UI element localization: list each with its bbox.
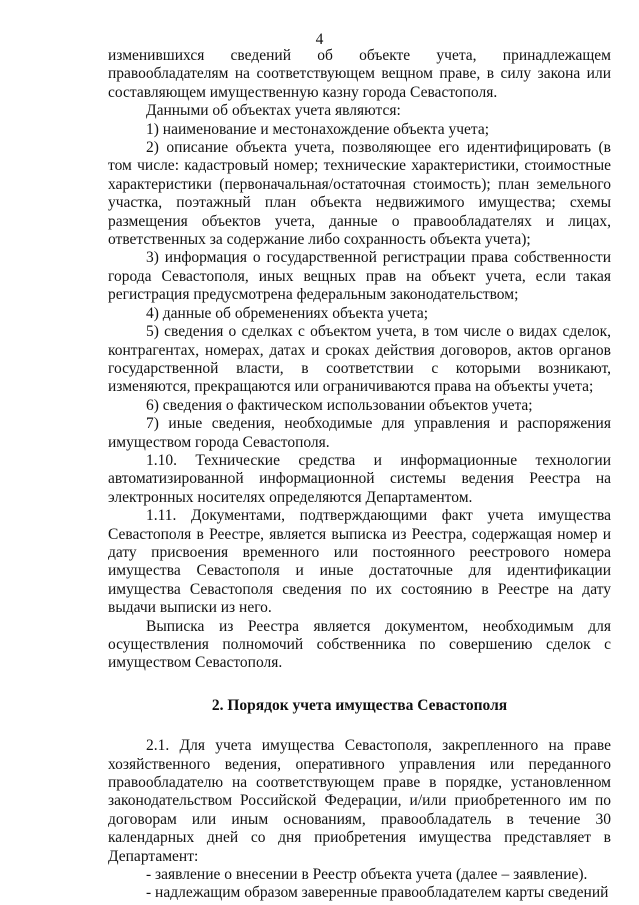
list-item-5: 5) сведения о сделках с объектом учета, в том числе о видах сделок, контрагентах, номерах, датах и сроках действия договоров, актов органов государственной власти, в соответствии с которыми возникают, изменяются, прекращаются или ограничиваются права на объекты учета; [108,323,611,396]
page-number: 4 [315,31,324,48]
paragraph-extract: Выписка из Реестра является документом, необходимым для осуществления полномочий собственника по совершению сделок с имуществом Севастополя. [108,617,611,672]
list-item-6: 6) сведения о фактическом использовании объектов учета; [146,396,533,414]
paragraph-1-10: 1.10. Технические средства и информационные технологии автоматизированной информационной системы ведения Реестра на электронных носителях определяются Департаментом. [108,451,611,506]
document-body [108,47,611,903]
list-item-4: 4) данные об обременениях объекта учета; [146,304,429,322]
list-item-application: - заявление о внесении в Реестр объекта учета (далее – заявление). [146,866,588,884]
list-item-3: 3) информация о государственной регистрации права собственности города Севастополя, иных вещных прав на объект учета, если такая регистрация предусмотрена федеральным законодательством; [108,249,611,304]
paragraph-data-intro: Данными об объектах учета являются: [146,102,401,120]
list-item-cards: - надлежащим образом заверенные правообладателем карты сведений [146,884,609,902]
paragraph-2-1: 2.1. Для учета имущества Севастополя, закрепленного на праве хозяйственного ведения, оперативного управления или переданного правообладателю на соответствующем праве в порядке, установленном законодательством Российской Федерации, и/или приобретенного им по договорам или иным основаниям, правообладатель в течение 30 календарных дней со дня приобретения имущества представляет в Департамент: [108,737,611,865]
paragraph-continuation: изменившихся сведений об объекте учета, принадлежащем правообладателям на соответствующем вещном праве, в силу закона или составляющем имущественную казну города Севастополя. [108,47,611,101]
section-heading: 2. Порядок учета имущества Севастополя [211,696,508,714]
list-item-2: 2) описание объекта учета, позволяющее его идентифицировать (в том числе: кадастровый номер; технические характеристики, стоимостные характеристики (первоначальная/остаточная стоимость); план земельного участка, поэтажный план объекта недвижимого имущества; схемы размещения объектов учета, данные о правообладателях и лицах, ответственных за содержание либо сохранность объекта учета); [108,139,611,249]
list-item-7: 7) иные сведения, необходимые для управления и распоряжения имуществом города Севастополя. [108,415,611,451]
paragraph-1-11: 1.11. Документами, подтверждающими факт учета имущества Севастополя в Реестре, является выписка из Реестра, содержащая номер и дату присвоения временного или постоянного реестрового номера имущества Севастополя и иные достаточные для идентификации имущества Севастополя сведения по их состоянию в Реестре на дату выдачи выписки из него. [108,507,611,617]
list-item-1: 1) наименование и местонахождение объекта учета; [146,120,490,138]
